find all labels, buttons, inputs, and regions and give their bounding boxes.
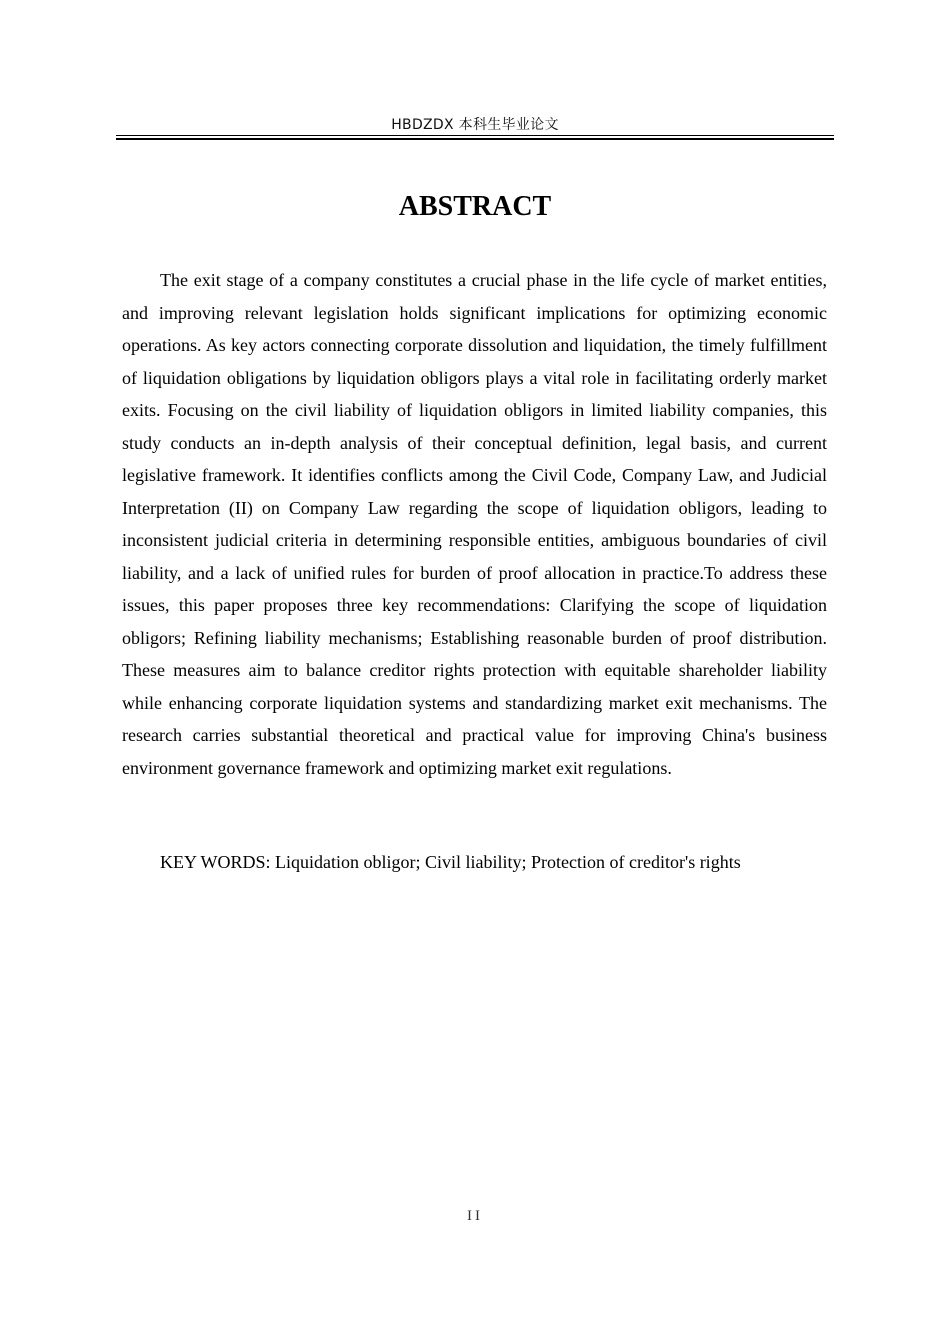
abstract-body: The exit stage of a company constitutes a crucial phase in the life cycle of market entities, and improving relevant legislation holds significant implications for optimizing economic operations. As key actors connecting corporate dissolution and liquidation, the timely fulfillment of liquidation obligations by liquidation obligors plays a vital role in facilitating orderly market exits. Focusing on the civil liability of liquidation obligors in limited liability companies, this study conducts an in-depth analysis of their conceptual definition, legal basis, and current legislative framework. It identifies conflicts among the Civil Code, Company Law, and Judicial Interpretation (II) on Company Law regarding the scope of liquidation obligors, leading to inconsistent judicial criteria in determining responsible entities, ambiguous boundaries of civil liability, and a lack of unified rules for burden of proof allocation in practice.To address these issues, this paper proposes three key recommendations: Clarifying the scope of liquidation obligors; Refining liability mechanisms; Establishing reasonable burden of proof distribution. These measures aim to balance creditor rights protection with equitable shareholder liability while enhancing corporate liquidation systems and standardizing market exit mechanisms. The research carries substantial theoretical and practical value for improving China's business environment governance framework and optimizing market exit regulations. (122, 270, 827, 778)
header-rule-thick (116, 138, 834, 140)
abstract-title: ABSTRACT (398, 191, 552, 222)
header-rule-thin (116, 135, 834, 136)
keywords-line: KEY WORDS: Liquidation obligor; Civil liability; Protection of creditor's rights (160, 852, 741, 872)
page-number: II (467, 1208, 483, 1224)
running-header: HBDZDX 本科生毕业论文 (391, 117, 559, 133)
